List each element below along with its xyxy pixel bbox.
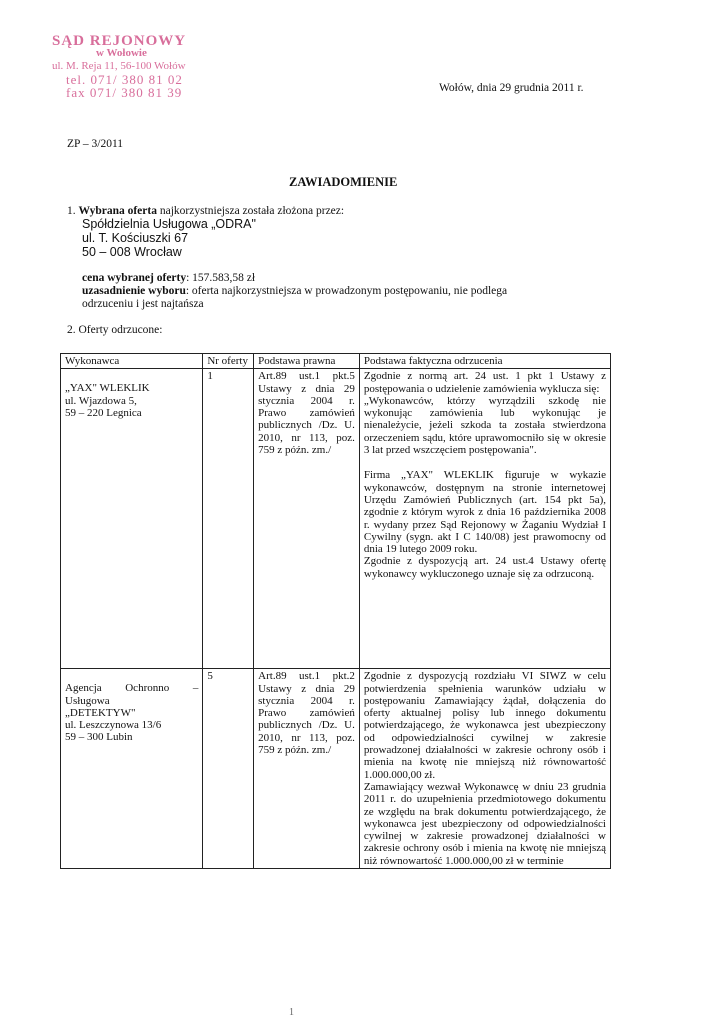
contractor-name-cont: „DETEKTYW" xyxy=(65,706,136,719)
table-header-row xyxy=(61,354,611,369)
document-title: ZAWIADOMIENIE xyxy=(289,175,398,189)
reason-label: uzasadnienie wyboru xyxy=(82,285,186,297)
fact-paragraph: Firma „YAX" WLEKLIK figuruje w wykazie wykonawców, dostępnym na stronie internetowej Urzędu Zamówień Publicznych (art. 154 pkt 5a), zgodnie z którym wyrok z dnia 16 października 2008 r. wydany przez Sąd Rejonowy w Żaganiu Wydział I Cywilny (sygn. akt I C 140/08) jest prawomocny od dnia 19 lutego 2009 roku. xyxy=(363,469,606,556)
reason-block xyxy=(82,285,552,311)
fact-paragraph: Zgodnie z normą art. 24 ust. 1 pkt 1 Ustawy z postępowania o udzielenie zamówienia wyklucza się: xyxy=(363,370,606,395)
offer-number-cell: 1 xyxy=(203,369,254,669)
fact-paragraph: Zgodnie z dyspozycją art. 24 ust.4 Ustawy ofertę wykonawcy wykluczonego uznaje się za odrzuconą. xyxy=(363,555,606,580)
stamp-fax: fax 071/ 380 81 39 xyxy=(66,85,183,100)
legal-basis-cell: Art.89 ust.1 pkt.5 Ustawy z dnia 29 stycznia 2004 r. Prawo zamówień publicznych /Dz. U. 2010, nr 113, poz. 759 z późn. zm./ xyxy=(254,369,360,669)
reason-value: : oferta najkorzystniejsza w prowadzonym postępowaniu, nie podlega xyxy=(185,285,508,297)
stamp-court-name: SĄD REJONOWY xyxy=(52,33,187,49)
fact-paragraph: Zgodnie z dyspozycją rozdziału VI SIWZ w celu potwierdzenia spełnienia warunków udziału w postępowaniu Zamawiający żądał, dołączenia do oferty aktualnej polisy lub innego dokumentu potwierdzającego, że wykonawca jest ubezpieczony od odpowiedzialności cywilnej w zakresie prowadzonej działalności w zakresie ochrony osób i mienia na kwotę nie mniejszą niż równowartość 1.000.000,00 zł. xyxy=(363,670,606,781)
section1-lead-bold: Wybrana oferta xyxy=(78,205,157,217)
winner-city: 50 – 008 Wrocław xyxy=(82,245,182,259)
factual-basis-cell xyxy=(359,669,610,869)
header-factual-basis: Podstawa faktyczna odrzucenia xyxy=(359,354,610,369)
section1-lead-rest: najkorzystniejsza została złożona przez: xyxy=(156,205,345,217)
reference-number: ZP – 3/2011 xyxy=(67,138,124,150)
header-offer-number: Nr oferty xyxy=(203,354,254,369)
rejected-offers-table xyxy=(60,353,611,869)
fact-paragraph: „Wykonawców, którzy wyrządzili szkodę nie wykonując zamówienia lub wykonując je nienależycie, jeżeli szkoda ta została stwierdzona orzeczeniem sądu, które uprawomocniło się w okresie 3 lat przed wszczęciem postępowania". xyxy=(363,394,606,457)
price-value: : 157.583,58 zł xyxy=(186,272,256,284)
table-row xyxy=(61,669,611,869)
header-legal-basis: Podstawa prawna xyxy=(254,354,360,369)
contractor-name: Agencja Ochronno – Usługowa xyxy=(65,682,199,707)
contractor-cell xyxy=(61,669,203,869)
stamp-city: w Wołowie xyxy=(96,47,147,59)
section2-heading: 2. Oferty odrzucone: xyxy=(67,324,163,336)
header-contractor: Wykonawca xyxy=(61,354,203,369)
offer-number-cell: 5 xyxy=(203,669,254,869)
page-number: 1 xyxy=(289,1007,294,1018)
fact-paragraph: Zamawiający wezwał Wykonawcę w dniu 23 grudnia 2011 r. do uzupełnienia przedmiotowego dokumentu ze względu na brak dokumentu potwierdzającego, że wykonawca jest ubezpieczony od odpowiedzialności cywilnej w zakresie prowadzonej działalności w zakresie ochrony osób i mienia na kwotę nie mniejszą niż równowartość 1.000.000,00 zł w terminie xyxy=(363,780,606,867)
winner-street: ul. T. Kościuszki 67 xyxy=(82,231,189,245)
legal-basis-cell: Art.89 ust.1 pkt.2 Ustawy z dnia 29 stycznia 2004 r. Prawo zamówień publicznych /Dz. U. 2010, nr 113, poz. 759 z późn. zm./ xyxy=(254,669,360,869)
section1-number: 1. xyxy=(67,205,76,217)
winner-address xyxy=(82,217,256,259)
contractor-city: 59 – 300 Lubin xyxy=(65,731,133,744)
winner-name: Spółdzielnia Usługowa „ODRA" xyxy=(82,217,256,231)
stamp-address: ul. M. Reja 11, 56-100 Wołów xyxy=(52,60,186,72)
table-row xyxy=(61,369,611,669)
date-line: Wołów, dnia 29 grudnia 2011 r. xyxy=(439,82,584,94)
price-label: cena wybranej oferty xyxy=(82,272,187,284)
factual-basis-cell xyxy=(359,369,610,669)
contractor-street: ul. Wjazdowa 5, xyxy=(65,394,137,407)
contractor-street: ul. Leszczynowa 13/6 xyxy=(65,719,162,732)
reason-value-cont: odrzuceniu i jest najtańsza xyxy=(82,298,204,310)
contractor-city: 59 – 220 Legnica xyxy=(65,406,142,419)
contractor-cell xyxy=(61,369,203,669)
price-line xyxy=(82,272,255,285)
contractor-name: „YAX" WLEKLIK xyxy=(65,382,150,395)
stamp-phone: tel. 071/ 380 81 02 xyxy=(66,72,183,87)
